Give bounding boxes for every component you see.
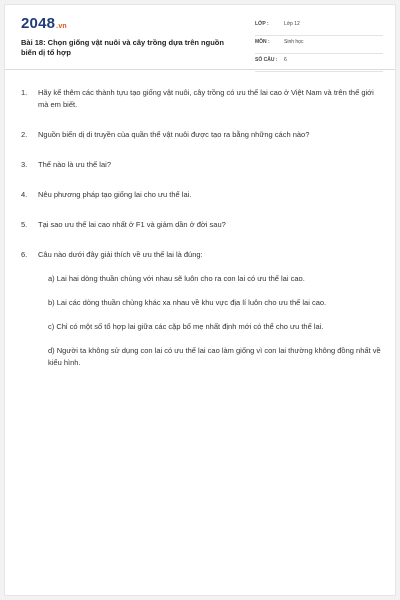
question-number: 2. <box>21 130 28 139</box>
worksheet-header <box>5 5 395 70</box>
question-text: Nguồn biến dị di truyền của quần thể vật nuôi được tạo ra bằng những cách nào? <box>38 130 310 139</box>
meta-value: Sinh học <box>284 39 304 45</box>
question-item <box>21 189 383 201</box>
site-logo[interactable] <box>21 15 67 32</box>
meta-info <box>255 18 383 72</box>
question-list <box>21 87 383 387</box>
question-item <box>21 249 383 369</box>
answer-option-b: b) Lai các dòng thuần chủng khác xa nhau về khu vực địa lí luôn cho ưu thế lai cao. <box>48 298 327 307</box>
logo-text: 2048 <box>21 15 56 32</box>
question-item <box>21 159 383 171</box>
question-text: Thế nào là ưu thế lai? <box>38 160 111 169</box>
answer-option-a: a) Lai hai dòng thuần chủng với nhau sẽ luôn cho ra con lai có ưu thế lai cao. <box>48 274 305 283</box>
meta-row-subject <box>255 36 383 54</box>
logo-suffix: .vn <box>56 23 67 30</box>
question-item <box>21 87 383 111</box>
meta-value: 6 <box>284 57 287 63</box>
answer-option-d: d) Người ta không sử dụng con lai có ưu thế lai cao làm giống vì con lai thường không đồng nhất về kiểu hình. <box>48 346 381 367</box>
question-number: 3. <box>21 160 28 169</box>
question-text: Nêu phương pháp tạo giống lai cho ưu thế lai. <box>38 190 192 199</box>
meta-key: LỚP : <box>255 21 269 27</box>
lesson-title: Bài 18: Chọn giống vật nuôi và cây trồng dựa trên nguồn biến dị tổ hợp <box>21 38 224 57</box>
meta-key: MÔN : <box>255 39 270 45</box>
meta-row-class <box>255 18 383 36</box>
question-number: 6. <box>21 250 28 259</box>
question-number: 4. <box>21 190 28 199</box>
meta-row-count <box>255 54 383 72</box>
question-number: 1. <box>21 88 28 97</box>
question-text: Câu nào dưới đây giải thích về ưu thế lai là đúng: <box>38 250 203 259</box>
meta-value: Lớp 12 <box>284 21 300 27</box>
question-number: 5. <box>21 220 28 229</box>
question-text: Tại sao ưu thế lai cao nhất ở F1 và giảm dần ở đời sau? <box>38 220 226 229</box>
question-text: Hãy kể thêm các thành tựu tạo giống vật nuôi, cây trồng có ưu thế lai cao ở Việt Nam và trên thế giới mà em biết. <box>38 88 374 109</box>
question-item <box>21 129 383 141</box>
worksheet-page <box>4 4 396 596</box>
meta-key: SỐ CÂU : <box>255 57 278 63</box>
answer-option-c: c) Chỉ có một số tổ hợp lai giữa các cặp bố mẹ nhất định mới có thể cho ưu thế lai. <box>48 322 324 331</box>
question-item <box>21 219 383 231</box>
